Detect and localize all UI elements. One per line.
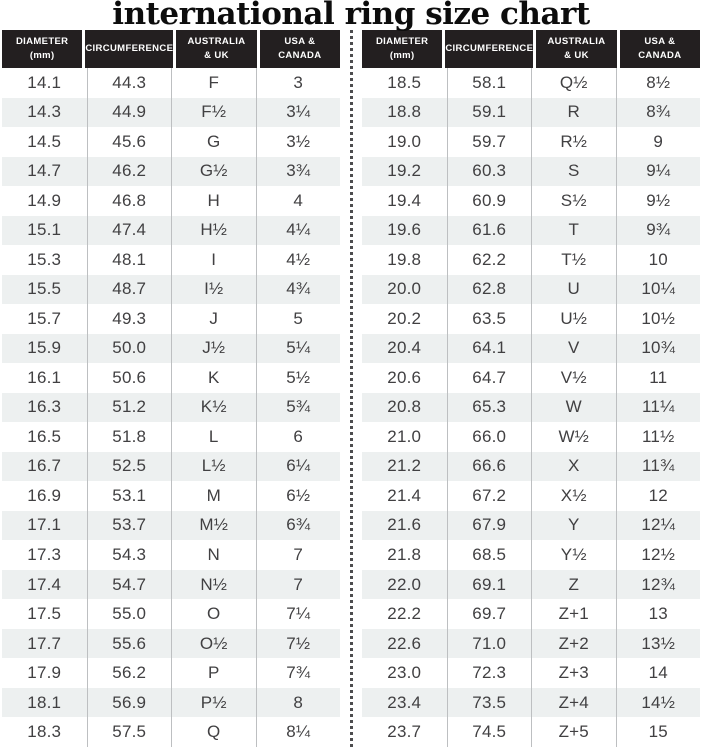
table-row bbox=[362, 363, 700, 393]
table-cell: 3¾ bbox=[256, 157, 341, 187]
column-header-line: CANADA bbox=[278, 50, 322, 61]
table-cell: G½ bbox=[171, 157, 256, 187]
column-header-line: USA & bbox=[644, 36, 676, 48]
table-cell: 23.7 bbox=[387, 722, 422, 742]
column-header-usa-canada bbox=[260, 30, 340, 68]
table-row bbox=[2, 658, 340, 688]
table-cell: 13 bbox=[616, 599, 701, 629]
table-cell: 64.7 bbox=[447, 363, 532, 393]
table-cell: M bbox=[171, 481, 256, 511]
table-cell: 51.8 bbox=[87, 422, 172, 452]
dotted-divider bbox=[340, 30, 362, 747]
table-cell: 11¼ bbox=[616, 393, 701, 423]
table-cell: J½ bbox=[171, 334, 256, 364]
table-cell: 19.2 bbox=[387, 161, 422, 181]
table-cell: 44.3 bbox=[87, 68, 172, 98]
table-row bbox=[362, 629, 700, 659]
table-cell: 11 bbox=[616, 363, 701, 393]
table-cell: 4¼ bbox=[256, 216, 341, 246]
table-cell: 15.9 bbox=[27, 338, 62, 358]
table-row bbox=[2, 540, 340, 570]
table-cell: 74.5 bbox=[447, 717, 532, 747]
column-header-circumference bbox=[85, 30, 173, 68]
table-row bbox=[2, 688, 340, 718]
table-cell: 66.0 bbox=[447, 422, 532, 452]
table-cell: N½ bbox=[171, 570, 256, 600]
table-cell: 54.3 bbox=[87, 540, 172, 570]
table-cell: 17.1 bbox=[27, 515, 62, 535]
table-cell: 8½ bbox=[616, 68, 701, 98]
table-cell: 23.4 bbox=[387, 692, 422, 712]
table-row bbox=[362, 68, 700, 98]
table-cell: 46.8 bbox=[87, 186, 172, 216]
table-cell: 10 bbox=[616, 245, 701, 275]
column-header-diameter bbox=[362, 30, 442, 68]
table-cell: 62.2 bbox=[447, 245, 532, 275]
tables-container bbox=[0, 30, 702, 747]
table-row bbox=[2, 599, 340, 629]
column-header-usa-canada bbox=[620, 30, 700, 68]
table-cell: 55.6 bbox=[87, 629, 172, 659]
table-cell: 67.2 bbox=[447, 481, 532, 511]
table-cell: 71.0 bbox=[447, 629, 532, 659]
table-row bbox=[2, 127, 340, 157]
table-cell: 18.3 bbox=[27, 722, 62, 742]
table-cell: 4 bbox=[256, 186, 341, 216]
table-cell: 68.5 bbox=[447, 540, 532, 570]
table-row bbox=[362, 540, 700, 570]
table-cell: 9¾ bbox=[616, 216, 701, 246]
table-cell: 16.1 bbox=[27, 367, 62, 387]
table-cell: 20.0 bbox=[387, 279, 422, 299]
table-cell: T½ bbox=[531, 245, 616, 275]
table-cell: Z+4 bbox=[531, 688, 616, 718]
table-cell: S½ bbox=[531, 186, 616, 216]
table-cell: 54.7 bbox=[87, 570, 172, 600]
table-header-left bbox=[2, 30, 340, 68]
table-cell: 5¼ bbox=[256, 334, 341, 364]
table-cell: S bbox=[531, 157, 616, 187]
table-cell: W½ bbox=[531, 422, 616, 452]
column-header-line: DIAMETER bbox=[15, 36, 69, 48]
table-cell: 17.9 bbox=[27, 663, 62, 683]
table-cell: 6 bbox=[256, 422, 341, 452]
table-cell: 3 bbox=[256, 68, 341, 98]
table-cell: 53.7 bbox=[87, 511, 172, 541]
table-cell: 10½ bbox=[616, 304, 701, 334]
column-header-line: AUSTRALIA bbox=[187, 36, 246, 48]
table-cell: Q bbox=[171, 717, 256, 747]
table-cell: 6¼ bbox=[256, 452, 341, 482]
table-cell: 20.6 bbox=[387, 367, 422, 387]
table-row bbox=[2, 717, 340, 747]
table-cell: Q½ bbox=[531, 68, 616, 98]
table-cell: 8¼ bbox=[256, 717, 341, 747]
table-row bbox=[2, 363, 340, 393]
table-cell: 21.4 bbox=[387, 485, 422, 505]
table-cell: 12½ bbox=[616, 540, 701, 570]
table-cell: 14½ bbox=[616, 688, 701, 718]
table-cell: 12¼ bbox=[616, 511, 701, 541]
table-cell: Y½ bbox=[531, 540, 616, 570]
table-cell: 20.4 bbox=[387, 338, 422, 358]
table-cell: 50.0 bbox=[87, 334, 172, 364]
table-cell: 19.8 bbox=[387, 249, 422, 269]
table-header-right bbox=[362, 30, 700, 68]
table-cell: 14.1 bbox=[27, 72, 62, 92]
table-cell: 3½ bbox=[256, 127, 341, 157]
table-cell: 14.9 bbox=[27, 190, 62, 210]
table-cell: 10¼ bbox=[616, 275, 701, 305]
table-row bbox=[2, 629, 340, 659]
table-cell: 19.6 bbox=[387, 220, 422, 240]
table-row bbox=[362, 511, 700, 541]
table-cell: 48.1 bbox=[87, 245, 172, 275]
table-row bbox=[2, 68, 340, 98]
table-row bbox=[362, 717, 700, 747]
table-cell: 5 bbox=[256, 304, 341, 334]
table-cell: 58.1 bbox=[447, 68, 532, 98]
table-row bbox=[2, 452, 340, 482]
table-cell: Z+5 bbox=[531, 717, 616, 747]
table-cell: 44.9 bbox=[87, 98, 172, 128]
table-cell: 72.3 bbox=[447, 658, 532, 688]
column-header-line: & UK bbox=[204, 50, 229, 61]
table-cell: 50.6 bbox=[87, 363, 172, 393]
table-cell: 15.1 bbox=[27, 220, 62, 240]
table-row bbox=[2, 275, 340, 305]
table-cell: I bbox=[171, 245, 256, 275]
table-body-left bbox=[2, 68, 340, 747]
table-cell: 3¼ bbox=[256, 98, 341, 128]
table-cell: 15.5 bbox=[27, 279, 62, 299]
table-cell: 15.7 bbox=[27, 308, 62, 328]
table-cell: 14.7 bbox=[27, 161, 62, 181]
table-row bbox=[362, 157, 700, 187]
table-cell: 17.5 bbox=[27, 604, 62, 624]
table-row bbox=[362, 393, 700, 423]
table-cell: I½ bbox=[171, 275, 256, 305]
table-cell: 6¾ bbox=[256, 511, 341, 541]
table-row bbox=[362, 304, 700, 334]
table-cell: L½ bbox=[171, 452, 256, 482]
table-cell: 14.5 bbox=[27, 131, 62, 151]
table-cell: 22.2 bbox=[387, 604, 422, 624]
table-cell: 73.5 bbox=[447, 688, 532, 718]
table-cell: 4¾ bbox=[256, 275, 341, 305]
table-row bbox=[2, 422, 340, 452]
table-cell: 57.5 bbox=[87, 717, 172, 747]
table-row bbox=[362, 186, 700, 216]
table-cell: 46.2 bbox=[87, 157, 172, 187]
table-cell: 15 bbox=[616, 717, 701, 747]
table-row bbox=[362, 481, 700, 511]
table-cell: 64.1 bbox=[447, 334, 532, 364]
table-cell: 59.7 bbox=[447, 127, 532, 157]
table-cell: N bbox=[171, 540, 256, 570]
table-cell: R½ bbox=[531, 127, 616, 157]
table-row bbox=[2, 186, 340, 216]
column-header-line: CANADA bbox=[638, 50, 682, 61]
table-row bbox=[362, 127, 700, 157]
table-row bbox=[2, 511, 340, 541]
table-cell: 18.8 bbox=[387, 102, 422, 122]
table-cell: 8 bbox=[256, 688, 341, 718]
table-cell: F bbox=[171, 68, 256, 98]
table-cell: Z+1 bbox=[531, 599, 616, 629]
table-cell: 21.2 bbox=[387, 456, 422, 476]
table-cell: 52.5 bbox=[87, 452, 172, 482]
table-cell: 12 bbox=[616, 481, 701, 511]
table-cell: 62.8 bbox=[447, 275, 532, 305]
table-row bbox=[2, 334, 340, 364]
table-cell: 48.7 bbox=[87, 275, 172, 305]
table-cell: 6½ bbox=[256, 481, 341, 511]
table-row bbox=[362, 245, 700, 275]
table-cell: 15.3 bbox=[27, 249, 62, 269]
table-row bbox=[362, 658, 700, 688]
table-cell: F½ bbox=[171, 98, 256, 128]
table-cell: 18.5 bbox=[387, 72, 422, 92]
table-row bbox=[2, 570, 340, 600]
table-cell: 60.9 bbox=[447, 186, 532, 216]
table-cell: 13½ bbox=[616, 629, 701, 659]
table-cell: Z bbox=[531, 570, 616, 600]
table-cell: 5½ bbox=[256, 363, 341, 393]
table-cell: 47.4 bbox=[87, 216, 172, 246]
table-row bbox=[362, 422, 700, 452]
table-row bbox=[362, 275, 700, 305]
column-header-circumference bbox=[445, 30, 533, 68]
column-header-line: (mm) bbox=[389, 50, 415, 61]
table-cell: 69.7 bbox=[447, 599, 532, 629]
table-cell: 14.3 bbox=[27, 102, 62, 122]
table-cell: Z+2 bbox=[531, 629, 616, 659]
page-title: international ring size chart bbox=[112, 0, 590, 32]
table-cell: 61.6 bbox=[447, 216, 532, 246]
table-cell: K½ bbox=[171, 393, 256, 423]
table-cell: M½ bbox=[171, 511, 256, 541]
table-cell: 16.7 bbox=[27, 456, 62, 476]
table-cell: 22.0 bbox=[387, 574, 422, 594]
table-cell: 10¾ bbox=[616, 334, 701, 364]
table-row bbox=[362, 570, 700, 600]
table-cell: 11¾ bbox=[616, 452, 701, 482]
table-row bbox=[2, 157, 340, 187]
column-header-line: & UK bbox=[564, 50, 589, 61]
table-cell: Z+3 bbox=[531, 658, 616, 688]
table-cell: 9¼ bbox=[616, 157, 701, 187]
table-cell: 4½ bbox=[256, 245, 341, 275]
column-header-line: CIRCUMFERENCE bbox=[85, 43, 174, 55]
table-cell: 9 bbox=[616, 127, 701, 157]
table-cell: 67.9 bbox=[447, 511, 532, 541]
table-cell: 21.0 bbox=[387, 426, 422, 446]
table-cell: V½ bbox=[531, 363, 616, 393]
table-row bbox=[2, 481, 340, 511]
table-row bbox=[362, 334, 700, 364]
table-cell: W bbox=[531, 393, 616, 423]
table-cell: 19.4 bbox=[387, 190, 422, 210]
column-header-australia-uk bbox=[536, 30, 616, 68]
table-row bbox=[2, 393, 340, 423]
table-cell: Y bbox=[531, 511, 616, 541]
table-cell: J bbox=[171, 304, 256, 334]
column-header-line: USA & bbox=[284, 36, 316, 48]
table-cell: K bbox=[171, 363, 256, 393]
table-cell: 65.3 bbox=[447, 393, 532, 423]
table-cell: L bbox=[171, 422, 256, 452]
table-cell: 63.5 bbox=[447, 304, 532, 334]
table-cell: O½ bbox=[171, 629, 256, 659]
ring-size-table-right bbox=[362, 30, 700, 747]
column-header-line: AUSTRALIA bbox=[547, 36, 606, 48]
table-cell: 21.6 bbox=[387, 515, 422, 535]
table-cell: 22.6 bbox=[387, 633, 422, 653]
table-cell: 49.3 bbox=[87, 304, 172, 334]
table-row bbox=[2, 245, 340, 275]
table-cell: 7 bbox=[256, 540, 341, 570]
column-header-diameter bbox=[2, 30, 82, 68]
table-cell: P½ bbox=[171, 688, 256, 718]
table-cell: X bbox=[531, 452, 616, 482]
table-cell: 16.3 bbox=[27, 397, 62, 417]
table-row bbox=[362, 216, 700, 246]
table-cell: 7¼ bbox=[256, 599, 341, 629]
table-cell: 20.2 bbox=[387, 308, 422, 328]
table-cell: 45.6 bbox=[87, 127, 172, 157]
table-cell: 18.1 bbox=[27, 692, 62, 712]
table-cell: 69.1 bbox=[447, 570, 532, 600]
table-body-right bbox=[362, 68, 700, 747]
table-cell: 11½ bbox=[616, 422, 701, 452]
table-cell: R bbox=[531, 98, 616, 128]
table-cell: 53.1 bbox=[87, 481, 172, 511]
table-cell: G bbox=[171, 127, 256, 157]
table-row bbox=[362, 599, 700, 629]
table-cell: V bbox=[531, 334, 616, 364]
table-cell: 14 bbox=[616, 658, 701, 688]
table-cell: 20.8 bbox=[387, 397, 422, 417]
table-cell: U bbox=[531, 275, 616, 305]
column-header-line: DIAMETER bbox=[375, 36, 429, 48]
table-cell: 7½ bbox=[256, 629, 341, 659]
table-cell: U½ bbox=[531, 304, 616, 334]
table-cell: 55.0 bbox=[87, 599, 172, 629]
table-cell: 17.4 bbox=[27, 574, 62, 594]
table-cell: 19.0 bbox=[387, 131, 422, 151]
table-row bbox=[2, 216, 340, 246]
table-cell: 59.1 bbox=[447, 98, 532, 128]
table-cell: 7¾ bbox=[256, 658, 341, 688]
table-cell: 17.3 bbox=[27, 545, 62, 564]
table-cell: 8¾ bbox=[616, 98, 701, 128]
table-row bbox=[362, 452, 700, 482]
table-cell: 56.9 bbox=[87, 688, 172, 718]
table-row bbox=[362, 98, 700, 128]
table-cell: X½ bbox=[531, 481, 616, 511]
table-cell: 66.6 bbox=[447, 452, 532, 482]
table-cell: 23.0 bbox=[387, 663, 422, 683]
table-cell: H½ bbox=[171, 216, 256, 246]
table-row bbox=[362, 688, 700, 718]
table-cell: 7 bbox=[256, 570, 341, 600]
table-cell: 21.8 bbox=[387, 545, 422, 564]
table-cell: 16.5 bbox=[27, 426, 62, 446]
table-cell: H bbox=[171, 186, 256, 216]
ring-size-table-left bbox=[2, 30, 340, 747]
table-cell: 12¾ bbox=[616, 570, 701, 600]
table-cell: 9½ bbox=[616, 186, 701, 216]
table-cell: 56.2 bbox=[87, 658, 172, 688]
table-row bbox=[2, 304, 340, 334]
table-cell: 51.2 bbox=[87, 393, 172, 423]
table-row bbox=[2, 98, 340, 128]
table-cell: T bbox=[531, 216, 616, 246]
table-cell: 17.7 bbox=[27, 633, 62, 653]
table-cell: 16.9 bbox=[27, 485, 62, 505]
table-cell: 5¾ bbox=[256, 393, 341, 423]
column-header-line: (mm) bbox=[29, 50, 55, 61]
column-header-australia-uk bbox=[176, 30, 256, 68]
column-header-line: CIRCUMFERENCE bbox=[445, 43, 534, 55]
table-cell: 60.3 bbox=[447, 157, 532, 187]
table-cell: P bbox=[171, 658, 256, 688]
table-cell: O bbox=[171, 599, 256, 629]
